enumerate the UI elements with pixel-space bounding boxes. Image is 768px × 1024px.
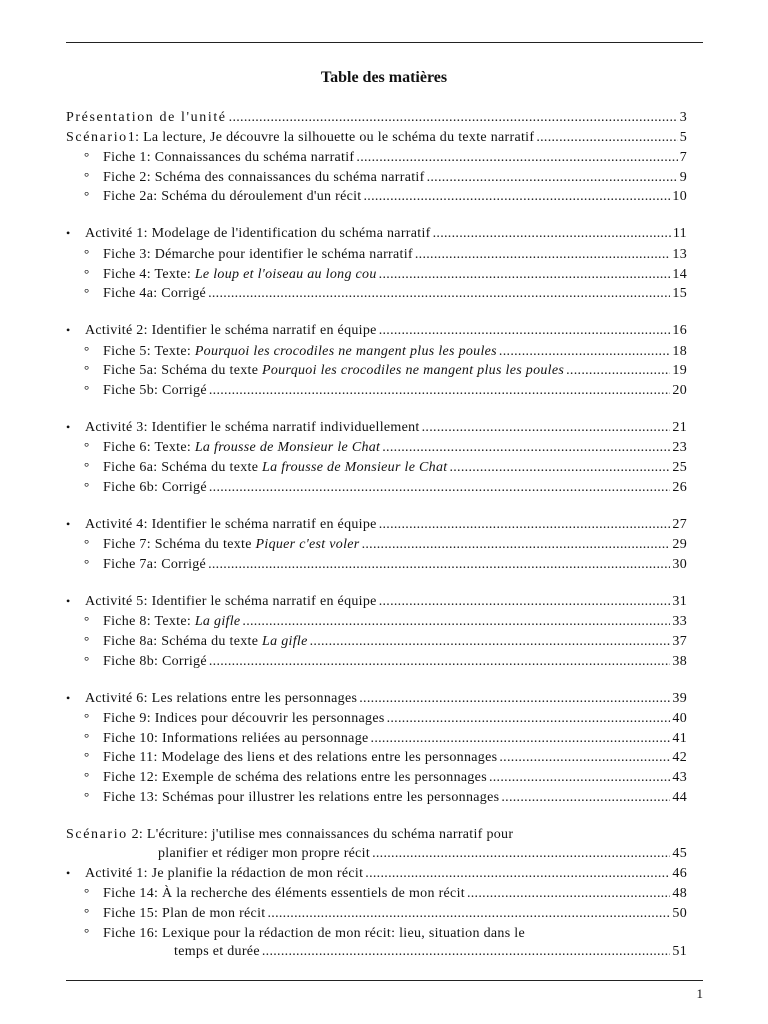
toc-entry <box>66 147 687 167</box>
toc-entry-italic-title: Pourquoi les crocodiles ne mangent plus les poules <box>194 343 497 359</box>
toc-entry-text: Fiche 6b: Corrigé <box>103 479 207 495</box>
toc-entry-text: Fiche 9: Indices pour découvrir les personnages <box>103 711 385 727</box>
toc-entry-text: Scénario <box>66 826 128 842</box>
degree-bullet-icon: ° <box>84 904 90 920</box>
toc-entry-text: Fiche 8a: Schéma du texte <box>103 634 263 650</box>
dot-leader <box>379 515 671 535</box>
toc-entry-title <box>103 612 240 632</box>
toc-entry <box>66 321 687 341</box>
bullet-icon: • <box>66 516 71 531</box>
toc-entry-page: 26 <box>672 479 687 495</box>
degree-bullet-icon: ° <box>84 265 90 281</box>
degree-bullet-icon: ° <box>84 536 90 552</box>
toc-entry-title <box>103 904 265 924</box>
toc-entry-page: 11 <box>672 226 687 242</box>
toc-entry <box>66 515 687 535</box>
toc-entry-title <box>103 168 425 188</box>
toc-entry <box>66 186 687 206</box>
toc-entry-title <box>103 438 380 458</box>
toc-entry-text: Fiche 3: Démarche pour identifier le schéma narratif <box>103 246 413 262</box>
degree-bullet-icon: ° <box>84 459 90 475</box>
toc-entry-page: 44 <box>672 789 687 805</box>
bullet-icon: • <box>66 323 71 338</box>
toc-entry-title <box>103 652 207 672</box>
toc-entry-page: 16 <box>672 323 687 339</box>
toc-entry-title <box>85 515 377 535</box>
degree-bullet-icon: ° <box>84 362 90 378</box>
toc-entry <box>66 883 687 903</box>
toc-entry-page: 23 <box>672 440 687 456</box>
toc-entry-text: Fiche 7: Schéma du texte <box>103 537 256 553</box>
dot-leader <box>209 381 671 401</box>
toc-entry <box>66 244 687 264</box>
dot-leader <box>362 535 671 555</box>
toc-entry-page: 5 <box>679 129 687 145</box>
toc-entry-page: 15 <box>672 286 687 302</box>
degree-bullet-icon: ° <box>84 885 90 901</box>
toc-entry <box>66 457 687 477</box>
table-of-contents <box>66 108 687 962</box>
toc-entry <box>66 108 687 128</box>
toc-entry <box>66 903 687 923</box>
toc-entry <box>66 534 687 554</box>
bullet-icon: • <box>66 226 71 241</box>
toc-entry <box>66 224 687 244</box>
toc-entry <box>66 689 687 709</box>
toc-entry <box>66 747 687 767</box>
toc-entry-italic-title: La frousse de Monsieur le Chat <box>194 440 381 456</box>
toc-entry-title <box>103 709 385 729</box>
toc-entry-title <box>85 418 420 438</box>
dot-leader <box>433 224 671 244</box>
toc-entry-title <box>85 864 363 884</box>
toc-entry-page: 13 <box>672 246 687 262</box>
toc-entry <box>66 167 687 187</box>
degree-bullet-icon: ° <box>84 729 90 745</box>
toc-entry-page: 39 <box>672 690 687 706</box>
degree-bullet-icon: ° <box>84 633 90 649</box>
toc-entry-text: Fiche 14: À la recherche des éléments essentiels de mon récit <box>103 886 465 902</box>
toc-entry-italic-title: La gifle <box>262 634 308 650</box>
toc-entry <box>66 767 687 787</box>
toc-entry-page: 43 <box>672 769 687 785</box>
top-rule <box>66 42 703 43</box>
toc-entry <box>66 264 687 284</box>
toc-entry-page: 51 <box>672 944 687 960</box>
toc-entry-title <box>103 284 206 304</box>
toc-entry <box>66 708 687 728</box>
toc-entry-title <box>85 689 357 709</box>
toc-entry <box>66 128 687 148</box>
toc-entry-text: Activité 5: Identifier le schéma narratif en équipe <box>85 593 377 609</box>
toc-entry-text: temps et durée <box>174 944 260 960</box>
toc-entry-title <box>103 535 360 555</box>
toc-entry-title <box>103 478 207 498</box>
toc-entry-text: Fiche 10: Informations reliées au personnage <box>103 730 369 746</box>
degree-bullet-icon: ° <box>84 478 90 494</box>
toc-entry-text: 2: L'écriture: j'utilise mes connaissances du schéma narratif pour <box>127 826 514 842</box>
dot-leader <box>310 632 671 652</box>
dot-leader <box>427 168 678 188</box>
toc-entry-page: 14 <box>672 266 687 282</box>
toc-entry-title <box>85 224 431 244</box>
dot-leader <box>229 108 678 128</box>
toc-entry <box>66 380 687 400</box>
toc-entry-text: Fiche 2a: Schéma du déroulement d'un récit <box>103 189 362 205</box>
dot-leader <box>379 321 671 341</box>
toc-entry-text: Fiche 4a: Corrigé <box>103 286 207 302</box>
degree-bullet-icon: ° <box>84 381 90 397</box>
dot-leader <box>372 844 670 864</box>
toc-entry-title <box>174 942 260 962</box>
toc-entry-text: Activité 1: Je planifie la rédaction de mon récit <box>85 865 364 881</box>
toc-entry <box>66 341 687 361</box>
toc-entry-text: Fiche 6a: Schéma du texte <box>103 460 263 476</box>
toc-entry-text: Activité 2: Identifier le schéma narratif en équipe <box>85 323 377 339</box>
page-number: 1 <box>696 986 703 1001</box>
toc-entry-page: 38 <box>672 653 687 669</box>
toc-entry-page: 45 <box>672 846 687 862</box>
degree-bullet-icon: ° <box>84 710 90 726</box>
toc-entry-text: Fiche 13: Schémas pour illustrer les relations entre les personnages <box>103 789 500 805</box>
degree-bullet-icon: ° <box>84 924 90 940</box>
degree-bullet-icon: ° <box>84 168 90 184</box>
toc-entry-title <box>103 632 308 652</box>
toc-entry-page: 37 <box>672 634 687 650</box>
toc-entry-page: 21 <box>672 419 687 435</box>
degree-bullet-icon: ° <box>84 555 90 571</box>
bullet-icon: • <box>66 865 71 880</box>
toc-entry-title <box>103 148 354 168</box>
toc-entry-text: Scénario <box>66 129 128 145</box>
toc-entry-title <box>103 788 499 808</box>
toc-entry-title <box>103 884 465 904</box>
toc-entry-title <box>66 825 513 845</box>
bottom-rule <box>66 980 703 981</box>
toc-entry-title <box>103 748 497 768</box>
toc-entry-text: Fiche 5: Texte: <box>103 343 195 359</box>
toc-entry-title <box>103 458 447 478</box>
dot-leader <box>356 148 677 168</box>
dot-leader <box>422 418 671 438</box>
toc-entry-title <box>103 187 362 207</box>
toc-entry <box>66 611 687 631</box>
degree-bullet-icon: ° <box>84 285 90 301</box>
dot-leader <box>262 942 671 962</box>
degree-bullet-icon: ° <box>84 768 90 784</box>
toc-entry-title <box>103 361 564 381</box>
toc-entry-italic-title: Le loup et l'oiseau au long cou <box>194 266 377 282</box>
dot-leader <box>536 128 677 148</box>
dot-leader <box>379 265 671 285</box>
toc-entry-page: 40 <box>672 711 687 727</box>
toc-entry <box>66 942 687 962</box>
dot-leader <box>467 884 670 904</box>
degree-bullet-icon: ° <box>84 149 90 165</box>
toc-entry-page: 33 <box>672 614 687 630</box>
toc-entry-text: Activité 1: Modelage de l'identification du schéma narratif <box>85 226 431 242</box>
toc-entry <box>66 864 687 884</box>
toc-entry <box>66 787 687 807</box>
dot-leader <box>499 342 670 362</box>
dot-leader <box>371 729 671 749</box>
toc-entry-title <box>103 768 487 788</box>
dot-leader <box>499 748 670 768</box>
toc-entry-text: Fiche 1: Connaissances du schéma narratif <box>103 150 355 166</box>
bullet-icon: • <box>66 690 71 705</box>
toc-entry <box>66 592 687 612</box>
toc-entry-text: Fiche 4: Texte: <box>103 266 195 282</box>
toc-entry-text: Fiche 16: Lexique pour la rédaction de mon récit: lieu, situation dans le <box>103 925 525 941</box>
toc-entry-italic-title: Pourquoi les crocodiles ne mangent plus les poules <box>262 363 565 379</box>
toc-entry-page: 42 <box>672 750 687 766</box>
toc-entry-text: Fiche 7a: Corrigé <box>103 556 207 572</box>
degree-bullet-icon: ° <box>84 788 90 804</box>
dot-leader <box>267 904 670 924</box>
toc-entry-page: 41 <box>672 730 687 746</box>
toc-entry-text: planifier et rédiger mon propre récit <box>158 846 371 862</box>
toc-entry-page: 9 <box>679 169 687 185</box>
toc-entry-text: Activité 3: Identifier le schéma narratif individuellement <box>85 419 420 435</box>
toc-entry-page: 31 <box>672 593 687 609</box>
toc-entry-text: Fiche 11: Modelage des liens et des relations entre les personnages <box>103 750 498 766</box>
toc-entry-text: Fiche 8b: Corrigé <box>103 653 207 669</box>
toc-entry-text: Fiche 5b: Corrigé <box>103 382 207 398</box>
dot-leader <box>209 478 671 498</box>
toc-entry <box>66 418 687 438</box>
toc-entry-text: Fiche 8: Texte: <box>103 614 195 630</box>
toc-entry-italic-title: La frousse de Monsieur le Chat <box>262 460 448 476</box>
toc-entry <box>66 477 687 497</box>
dot-leader <box>489 768 670 788</box>
toc-entry-page: 27 <box>672 516 687 532</box>
toc-entry-text: Fiche 2: Schéma des connaissances du schéma narratif <box>103 169 425 185</box>
dot-leader <box>208 284 670 304</box>
toc-entry-title <box>103 729 369 749</box>
toc-entry-title <box>85 592 377 612</box>
dot-leader <box>387 709 671 729</box>
bullet-icon: • <box>66 419 71 434</box>
toc-entry <box>66 283 687 303</box>
dot-leader <box>415 245 671 265</box>
degree-bullet-icon: ° <box>84 188 90 204</box>
toc-entry-title <box>103 381 207 401</box>
toc-entry-page: 19 <box>672 363 687 379</box>
dot-leader <box>364 187 671 207</box>
dot-leader <box>242 612 670 632</box>
dot-leader <box>449 458 670 478</box>
toc-entry-title <box>103 924 525 944</box>
toc-entry-page: 50 <box>672 905 687 921</box>
toc-entry-page: 18 <box>672 343 687 359</box>
toc-entry-page: 30 <box>672 556 687 572</box>
bullet-icon: • <box>66 593 71 608</box>
toc-entry-title <box>66 108 227 128</box>
toc-entry-title <box>85 321 377 341</box>
toc-entry-text: Activité 4: Identifier le schéma narratif en équipe <box>85 516 377 532</box>
toc-entry-text: Présentation de l'unité <box>66 110 227 125</box>
toc-entry-title <box>66 128 534 148</box>
toc-entry-page: 46 <box>672 865 687 881</box>
dot-leader <box>359 689 670 709</box>
toc-entry <box>66 554 687 574</box>
toc-entry-title <box>103 245 413 265</box>
toc-entry-text: Fiche 15: Plan de mon récit <box>103 905 266 921</box>
dot-leader <box>208 555 670 575</box>
page-title: Table des matières <box>320 69 448 86</box>
toc-entry-page: 25 <box>672 460 687 476</box>
toc-entry-text: Fiche 6: Texte: <box>103 440 195 456</box>
degree-bullet-icon: ° <box>84 439 90 455</box>
toc-entry <box>66 651 687 671</box>
degree-bullet-icon: ° <box>84 245 90 261</box>
toc-entry-text: Activité 6: Les relations entre les personnages <box>85 690 358 706</box>
toc-entry-page: 29 <box>672 537 687 553</box>
toc-entry <box>66 844 687 864</box>
toc-entry <box>66 437 687 457</box>
toc-entry-text: Fiche 12: Exemple de schéma des relations entre les personnages <box>103 769 487 785</box>
toc-entry-title <box>103 342 497 362</box>
toc-entry-text: 1: La lecture, Je découvre la silhouette ou le schéma du texte narratif <box>127 129 535 145</box>
toc-entry <box>66 360 687 380</box>
dot-leader <box>365 864 670 884</box>
toc-entry-italic-title: La gifle <box>194 614 241 630</box>
toc-entry-text: Fiche 5a: Schéma du texte <box>103 363 263 379</box>
degree-bullet-icon: ° <box>84 749 90 765</box>
dot-leader <box>566 361 670 381</box>
toc-entry <box>66 728 687 748</box>
toc-entry-page: 20 <box>672 382 687 398</box>
toc-entry <box>66 825 687 845</box>
toc-entry-title <box>103 555 206 575</box>
degree-bullet-icon: ° <box>84 342 90 358</box>
degree-bullet-icon: ° <box>84 652 90 668</box>
toc-entry-page: 3 <box>679 110 687 125</box>
toc-entry-page: 7 <box>679 150 687 166</box>
toc-entry-page: 10 <box>672 189 687 205</box>
toc-entry <box>66 631 687 651</box>
degree-bullet-icon: ° <box>84 613 90 629</box>
toc-entry <box>66 923 687 943</box>
toc-entry-page: 48 <box>672 886 687 902</box>
toc-entry-title <box>103 265 377 285</box>
dot-leader <box>501 788 670 808</box>
dot-leader <box>209 652 671 672</box>
dot-leader <box>379 592 671 612</box>
toc-entry-italic-title: Piquer c'est voler <box>255 537 360 553</box>
dot-leader <box>382 438 670 458</box>
toc-entry-title <box>158 844 370 864</box>
